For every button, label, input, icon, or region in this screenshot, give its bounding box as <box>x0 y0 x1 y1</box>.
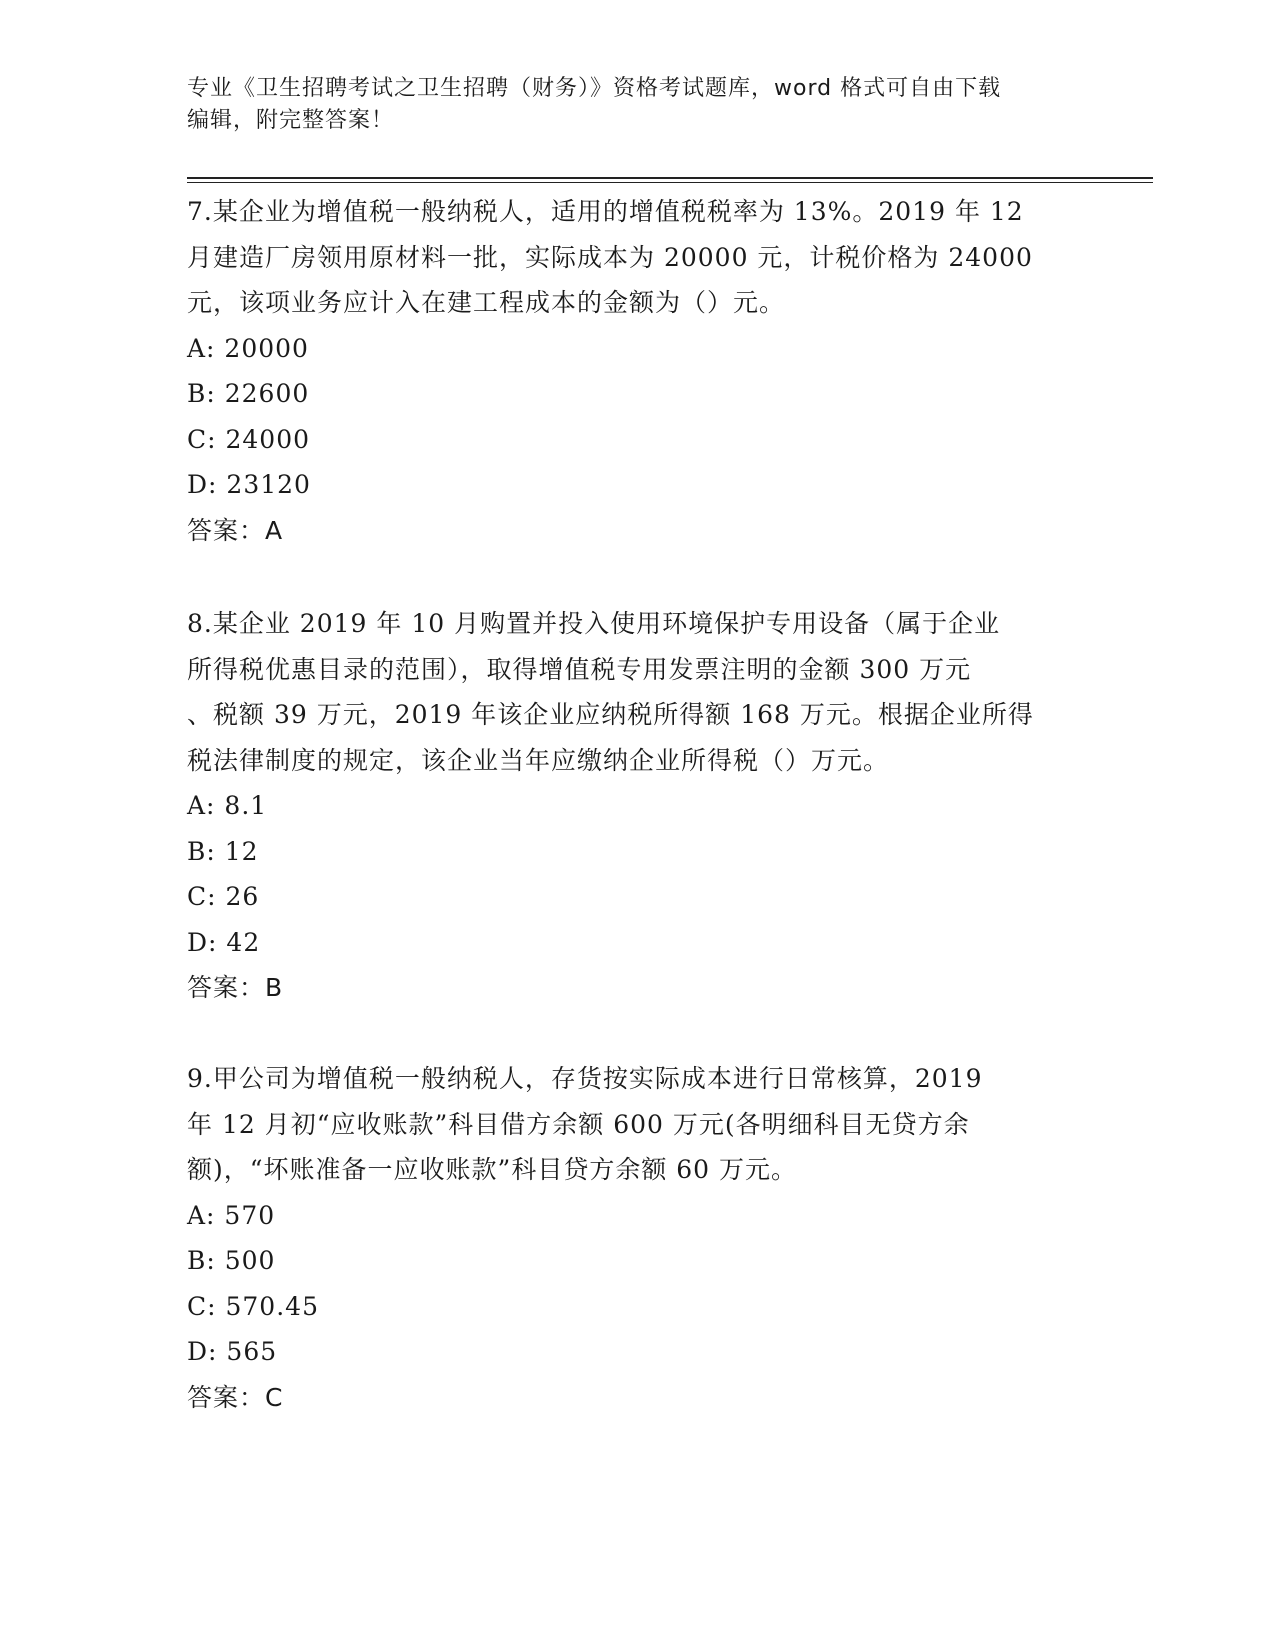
option-b: B: 12 <box>187 836 259 866</box>
stem-line: 7.某企业为增值税一般纳税人，适用的增值税税率为 13%。2019 年 12 <box>187 197 1024 226</box>
option-d: D: 565 <box>187 1337 278 1366</box>
answer: 答案：A <box>187 515 284 545</box>
document-header <box>187 73 1087 137</box>
stem-line: 元，该项业务应计入在建工程成本的金额为（）元。 <box>187 288 786 317</box>
option-c: C: 26 <box>187 882 260 911</box>
stem-line: 9.甲公司为增值税一般纳税人，存货按实际成本进行日常核算，2019 <box>187 1064 983 1093</box>
question-stem <box>187 1056 1087 1193</box>
stem-line: 月建造厂房领用原材料一批，实际成本为 20000 元，计税价格为 24000 <box>187 242 1033 272</box>
option-a: A: 20000 <box>187 333 309 363</box>
stem-line: 年 12 月初“应收账款”科目借方余额 600 万元(各明细科目无贷方余 <box>187 1109 970 1139</box>
option-c: C: 24000 <box>187 424 311 454</box>
option-d: D: 23120 <box>187 470 311 499</box>
option-c: C: 570.45 <box>187 1291 319 1321</box>
answer: 答案：B <box>187 973 284 1002</box>
stem-line: 税法律制度的规定，该企业当年应缴纳企业所得税（）万元。 <box>187 745 890 775</box>
answer: 答案：C <box>187 1382 284 1412</box>
header-divider-thin <box>187 182 1153 183</box>
header-line-1: 专业《卫生招聘考试之卫生招聘（财务）》资格考试题库，word 格式可自由下载 <box>187 76 1002 101</box>
header-line-2: 编辑，附完整答案！ <box>187 108 395 133</box>
stem-line: 、税额 39 万元，2019 年该企业应纳税所得额 168 万元。根据企业所得 <box>187 700 1034 729</box>
stem-line: 额)，“坏账准备一应收账款”科目贷方余额 60 万元。 <box>187 1155 798 1184</box>
option-b: B: 500 <box>187 1246 276 1275</box>
question-stem <box>187 189 1087 326</box>
header-divider-thick <box>187 177 1153 179</box>
option-a: A: 8.1 <box>187 791 268 820</box>
option-b: B: 22600 <box>187 379 310 408</box>
question-9 <box>187 1056 1087 1420</box>
option-d: D: 42 <box>187 927 261 957</box>
stem-line: 所得税优惠目录的范围），取得增值税专用发票注明的金额 300 万元 <box>187 654 972 684</box>
option-a: A: 570 <box>187 1200 276 1230</box>
question-stem <box>187 601 1087 783</box>
question-7 <box>187 189 1087 553</box>
question-8 <box>187 601 1087 1011</box>
stem-line: 8.某企业 2019 年 10 月购置并投入使用环境保护专用设备（属于企业 <box>187 609 1001 638</box>
